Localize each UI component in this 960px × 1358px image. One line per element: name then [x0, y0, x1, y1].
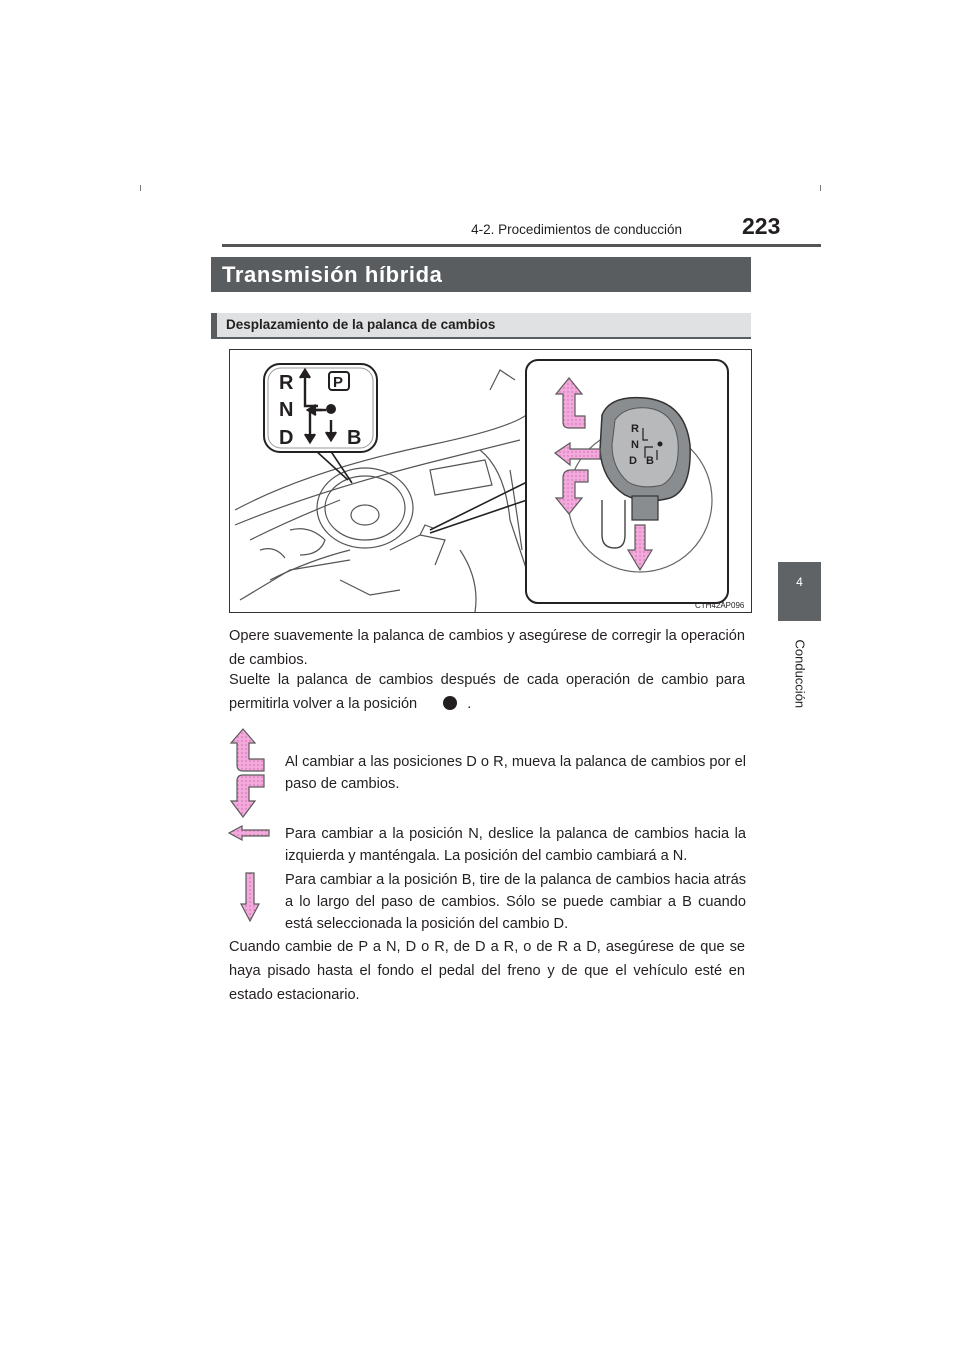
paragraph-text: Suelte la palanca de cambios después de cada operación de cambio para permitirla volver a la posición	[229, 672, 745, 712]
closing-paragraph: Cuando cambie de P a N, D o R, de D a R, o de R a D, asegúrese de que se haya pisado hasta el fondo el pedal del freno y de que el vehículo esté en estado estacionario.	[229, 939, 745, 1003]
knob-label: R	[631, 423, 639, 435]
up-down-arrows-icon	[228, 727, 268, 819]
section-reference: 4-2. Procedimientos de conducción	[471, 222, 682, 237]
pattern-label: R	[279, 372, 294, 394]
left-arrow-icon	[228, 825, 270, 841]
pattern-label: B	[347, 427, 362, 449]
paragraph	[229, 668, 745, 716]
pattern-label: N	[279, 399, 294, 421]
paragraph: Opere suavemente la palanca de cambios y asegúrese de corregir la operación de cambios.	[229, 628, 745, 668]
down-arrow-icon	[240, 872, 260, 922]
paragraph-end: .	[467, 696, 472, 712]
section-subtitle: Desplazamiento de la palanca de cambios	[226, 317, 496, 332]
instruction-text: Para cambiar a la posición N, deslice la palanca de cambios hacia la izquierda y manténgala. La posición del cambio cambiará a N.	[285, 826, 746, 864]
page-number: 223	[742, 213, 781, 239]
instruction-text: Al cambiar a las posiciones D o R, mueva la palanca de cambios por el paso de cambios.	[285, 754, 746, 792]
crop-mark	[820, 185, 821, 191]
home-position-dot-icon	[443, 696, 457, 710]
subtitle-accent	[211, 313, 217, 339]
chapter-tab[interactable]	[778, 562, 821, 621]
knob-label: D	[629, 455, 637, 467]
figure-code: CTH42AP096	[695, 601, 745, 610]
chapter-number: 4	[796, 575, 803, 589]
page-title: Transmisión híbrida	[222, 262, 443, 287]
shift-lever-illustration	[229, 349, 752, 613]
pattern-label: P	[333, 374, 344, 391]
knob-label: B	[646, 455, 654, 467]
crop-mark	[140, 185, 141, 191]
pattern-label: D	[279, 427, 294, 449]
knob-label: N	[631, 439, 639, 451]
dashboard-drawing	[230, 350, 751, 612]
chapter-label: Conducción	[792, 639, 808, 709]
header-rule	[222, 244, 821, 247]
instruction-text: Para cambiar a la posición B, tire de la palanca de cambios hacia atrás a lo largo del paso de cambios. Sólo se puede cambiar a B cuando está seleccionada la posición del cambio D.	[285, 872, 746, 932]
